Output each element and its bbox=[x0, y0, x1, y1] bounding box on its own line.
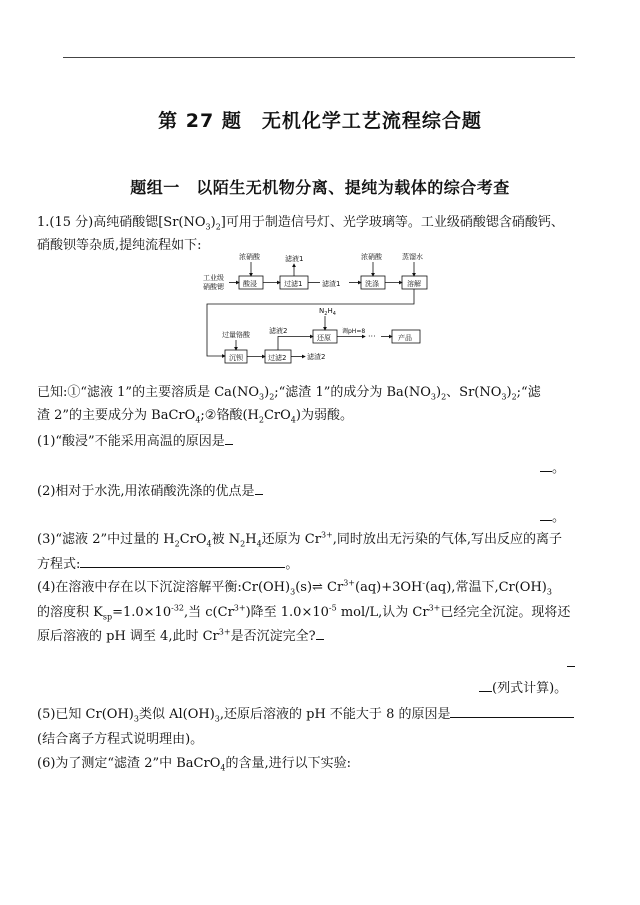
question-2: (2)相对于水洗,用浓硝酸洗涤的优点是 bbox=[37, 480, 263, 499]
flow-reagent-wash: 浓硝酸 bbox=[361, 253, 382, 261]
question-4-line1: (4)在溶液中存在以下沉淀溶解平衡$:Cr(OH)_3(s)\rightleftharpoons$ $Cr^{3+}(aq)+3OH^-(aq)$,常温下$,Cr(OH)_3$ bbox=[37, 578, 552, 597]
flow-input-line2: 硝酸锶 bbox=[203, 283, 224, 291]
question-4-end: (列式计算)。 bbox=[479, 677, 567, 696]
flow-box-precip-label: 沉钡 bbox=[229, 354, 243, 362]
question-6: (6)为了测定“滤渣 2”中 BaCrO$_4$的含量,进行以下实验: bbox=[37, 756, 351, 773]
process-flowchart bbox=[195, 248, 435, 372]
page-title: 第 27 题 无机化学工艺流程综合题 bbox=[158, 110, 482, 132]
question-intro-line2: 硝酸钡等杂质,提纯流程如下: bbox=[37, 238, 202, 253]
header-rule bbox=[63, 57, 575, 58]
known-line1: 已知:①“滤液 1”的主要溶质是 $Ca(NO_3)_2;“$滤渣 1”的成分为 $Ba(NO_3)_2$、$Sr(NO_3)_2;“$滤 bbox=[37, 385, 541, 402]
flow-box-dissolve-label: 溶解 bbox=[407, 280, 421, 288]
answer-blank-4c[interactable] bbox=[479, 679, 492, 692]
flow-filtrate1: 滤液1 bbox=[285, 255, 304, 263]
question-4-line3: 原后溶液的 pH 调至 4,此时 $Cr^{3+}$是否沉淀完全? bbox=[37, 625, 324, 644]
answer-blank-1b[interactable] bbox=[540, 459, 552, 472]
question-5-line1: (5)已知 $Cr(OH)_3$类似 $Al(OH)_3$,还原后溶液的 pH 不能大于 8 的原因是 bbox=[37, 703, 574, 724]
question-1-end: 。 bbox=[540, 457, 565, 476]
section-title: 题组一 以陌生无机物分离、提纯为载体的综合考查 bbox=[130, 178, 510, 197]
answer-blank-1a[interactable] bbox=[225, 432, 233, 445]
flow-box-reduce-label: 还原 bbox=[317, 334, 331, 342]
flow-box-product-label: 产品 bbox=[398, 334, 412, 342]
flow-box-acid-leach-label: 酸浸 bbox=[243, 280, 257, 288]
flow-reagent-n2h4: $N_2H_4$ bbox=[319, 307, 336, 317]
flow-reagent-acid: 浓硝酸 bbox=[239, 253, 260, 261]
question-4-line2: 的溶度积 $K_{sp}=1.0\times 10^{-32}$,当 $c(Cr^{3+})$降至 $1.0\times 10^{-5}$ mol/L,认为 $Cr^{3+}$已经完全沉淀。现将还 bbox=[37, 603, 571, 622]
answer-blank-5[interactable] bbox=[450, 705, 574, 718]
question-2-end: 。 bbox=[540, 506, 565, 525]
question-intro-line1: 1.(15 分)高纯硝酸锶$[Sr(NO_3)_2]$可用于制造信号灯、光学玻璃等。工业级硝酸锶含硝酸钙、 bbox=[37, 215, 564, 232]
answer-blank-2b[interactable] bbox=[540, 508, 552, 521]
question-3-line1: (3)“滤液 2”中过量的 $H_2CrO_4$被 $N_2H_4$还原为 $Cr^{3+}$,同时放出无污染的气体,写出反应的离子 bbox=[37, 530, 563, 549]
flow-reagent-excess: 过量铬酸 bbox=[222, 331, 250, 339]
flow-residue1: 滤渣1 bbox=[322, 280, 341, 288]
answer-blank-2a[interactable] bbox=[255, 482, 263, 495]
known-line2: 渣 2”的主要成分为 BaCrO$_4$;②铬酸$(H_2CrO_4)$为弱酸。 bbox=[37, 408, 353, 425]
question-1: (1)“酸浸”不能采用高温的原因是 bbox=[37, 430, 233, 449]
flow-filtrate2: 滤液2 bbox=[269, 327, 288, 335]
answer-blank-3[interactable] bbox=[80, 555, 285, 568]
flow-reagent-water: 蒸馏水 bbox=[402, 253, 423, 261]
flow-box-filter1-label: 过滤1 bbox=[284, 280, 303, 288]
question-3-line2: 方程式: 。 bbox=[37, 557, 299, 572]
question-4-dash bbox=[567, 654, 575, 671]
answer-blank-4b[interactable] bbox=[567, 654, 575, 667]
flow-input-line1: 工业级 bbox=[203, 274, 224, 282]
flow-ph-label: 调pH=8 bbox=[342, 328, 366, 335]
flow-residue2: 滤渣2 bbox=[307, 353, 326, 361]
answer-blank-4a[interactable] bbox=[316, 627, 324, 640]
question-5-line2: (结合离子方程式说明理由)。 bbox=[37, 732, 204, 747]
flow-box-filter2-label: 过滤2 bbox=[268, 354, 287, 362]
flow-box-wash-label: 洗涤 bbox=[365, 280, 379, 288]
flow-dots: ··· bbox=[368, 332, 376, 341]
